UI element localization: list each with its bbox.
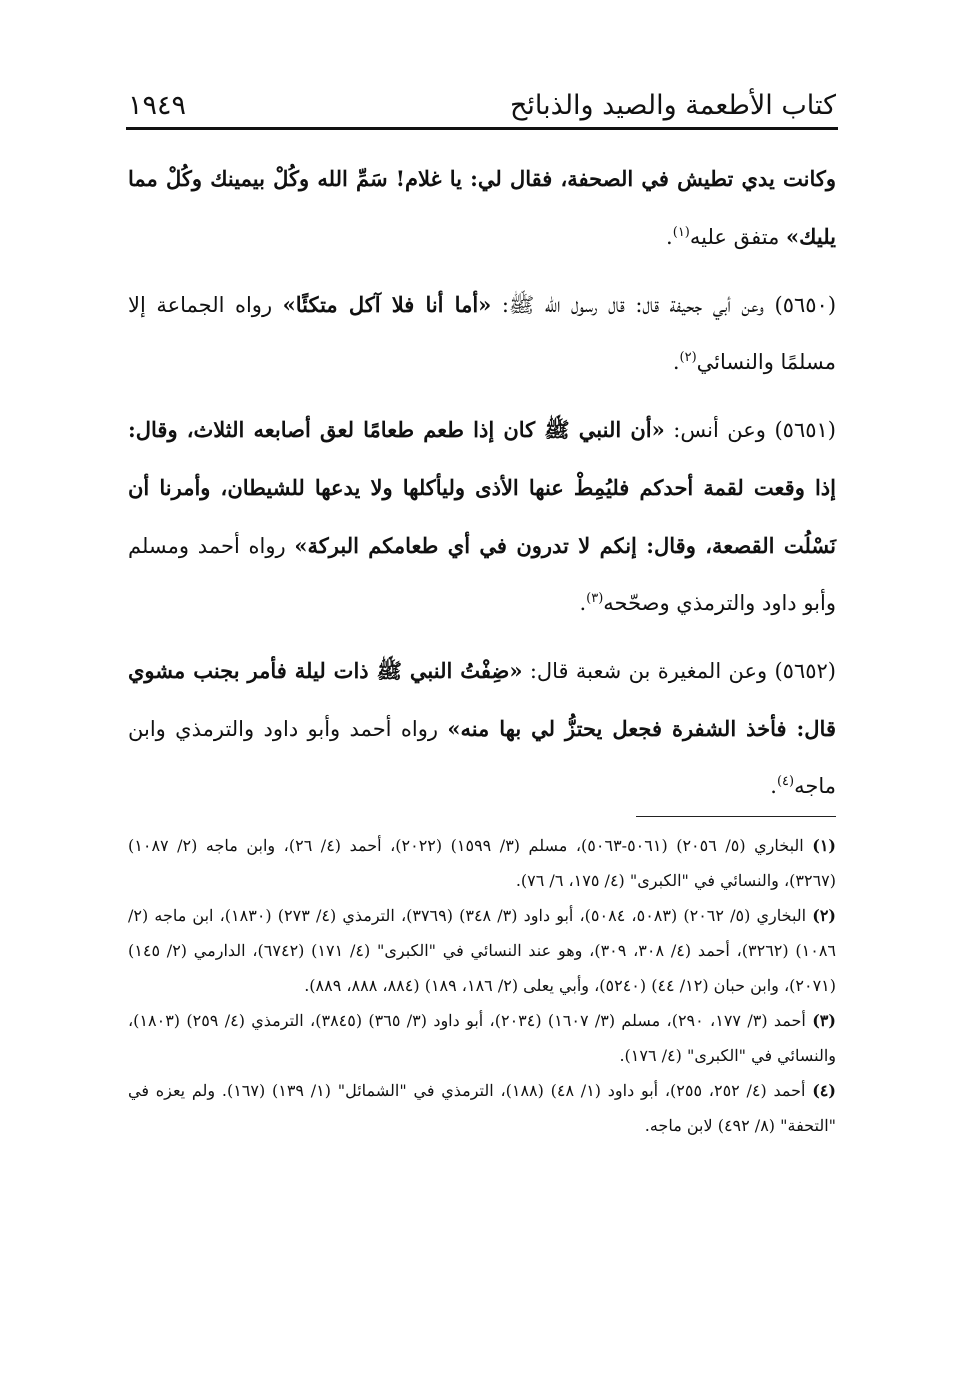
footnote-text: أحمد (٣/ ١٧٧، ٢٩٠)، مسلم (٣/ ١٦٠٧) (٢٠٣٤)، أبو داود (٣/ ٣٦٥) (٣٨٤٥)، الترمذي (٤/ ٢٥٩) (١٨٠٣)، والنسائي في "الكبرى" (٤/ ١٧٦).: [128, 1011, 836, 1065]
paragraph-lead: وعن المغيرة بن شعبة قال:: [522, 659, 775, 683]
hadith-number: (٥٦٥١): [774, 418, 836, 442]
paragraph-tail: رواه أحمد ومسلم وأبو داود والترمذي وصحّحه: [128, 534, 836, 615]
paragraph: (٥٦٥١) وعن أنس: «أن النبي ﷺ كان إذا طعم طعامًا لعق أصابعه الثلاث، وقال: إذا وقعت لقمة أحدكم فليُمِطْ عنها الأذى وليأكلها ولا يدعها للشيطان، وأمرنا أن نَسْلُت القصعة، وقال: إنكم لا تدرون في أي طعامكم البركة» رواه أحمد ومسلم وأبو داود والترمذي وصحّحه$^{(٣)}$.: [128, 417, 836, 615]
footnote-number: (٣): [812, 1011, 836, 1030]
footnote-ref: (٣): [586, 591, 604, 606]
hadith-number: (٥٦٥٢): [774, 659, 836, 683]
footnote-number: (٤): [812, 1081, 836, 1100]
footnote-number: (١): [812, 836, 836, 855]
paragraph-tail: رواه الجماعة إلا مسلمًا والنسائي: [128, 293, 836, 374]
header-title: كتاب الأطعمة والصيد والذبائح: [509, 90, 836, 121]
hadith-number: (٥٦٥٠): [774, 293, 837, 317]
paragraph: وكانت يدي تطيش في الصحفة، فقال لي: يا غلام! سَمِّ الله وكُلْ بيمينك وكُلْ مما يليك» متفق عليه$^{(١)}$.: [128, 166, 836, 249]
page-number: ١٩٤٩: [128, 90, 187, 121]
footnote-ref: (٢): [679, 350, 697, 365]
footnote: [128, 828, 836, 898]
hadith-quote: «أن النبي ﷺ كان إذا طعم طعامًا لعق أصابعه الثلاث، وقال: إذا وقعت لقمة أحدكم فليُمِطْ عنها الأذى وليأكلها ولا يدعها للشيطان، وأمرنا أن نَسْلُت القصعة، وقال: إنكم لا تدرون في أي طعامكم البركة»: [128, 417, 836, 558]
running-header: [128, 88, 836, 128]
paragraph-lead: وعن أبي جحيفة قال: قال رسول الله ﷺ:: [491, 293, 775, 317]
footnote: [128, 898, 836, 1003]
main-text: [128, 150, 836, 825]
paragraph-tail: رواه أحمد وأبو داود والترمذي وابن ماجه: [128, 717, 836, 798]
header-rule: [126, 127, 838, 130]
footnote-text: البخاري (٥/ ٢٠٦٢) (٥٠٨٣، ٥٠٨٤)، أبو داود (٣/ ٣٤٨) (٣٧٦٩)، الترمذي (٤/ ٢٧٣) (١٨٣٠)، ابن ماجه (٢/ ١٠٨٦) (٣٢٦٢)، أحمد (٤/ ٣٠٨، ٣٠٩)، وهو عند النسائي في "الكبرى" (٤/ ١٧١) (٦٧٤٢)، الدارمي (٢/ ١٤٥) (٢٠٧١)، وابن حبان (١٢/ ٤٤) (٥٢٤٠)، وأبي يعلى (٢/ ١٨٦، ١٨٩) (٨٨٤، ٨٨٨، ٨٨٩).: [128, 906, 837, 995]
footnote-number: (٢): [812, 906, 836, 925]
footnote-ref: (١): [672, 225, 690, 240]
paragraph: (٥٦٥٢) وعن المغيرة بن شعبة قال: «ضِفْتُ النبي ﷺ ذات ليلة فأمر بجنب مشوي قال: فأخذ الشفرة فجعل يحتزُّ لي بها منه» رواه أحمد وأبو داود والترمذي وابن ماجه$^{(٤)}$.: [128, 658, 836, 798]
hadith-quote: «أما أنا فلا آكل متكئًا»: [282, 292, 492, 317]
footnote: [128, 1003, 836, 1073]
hadith-quote: وكانت يدي تطيش في الصحفة، فقال لي: يا غلام! سَمِّ الله وكُلْ بيمينك وكُلْ مما يليك»: [128, 166, 836, 249]
paragraph-lead: وعن أنس:: [664, 418, 775, 442]
hadith-quote: «ضِفْتُ النبي ﷺ ذات ليلة فأمر بجنب مشوي قال: فأخذ الشفرة فجعل يحتزُّ لي بها منه»: [128, 658, 836, 741]
footnote: [128, 1073, 836, 1143]
paragraph: (٥٦٥٠) وعن أبي جحيفة قال: قال رسول الله ﷺ: «أما أنا فلا آكل متكئًا» رواه الجماعة إلا مسلمًا والنسائي$^{(٢)}$.: [128, 292, 837, 374]
footnote-text: البخاري (٥/ ٢٠٥٦) (٥٠٦١-٥٠٦٣)، مسلم (٣/ ١٥٩٩) (٢٠٢٢)، أحمد (٤/ ٢٦)، وابن ماجه (٢/ ١٠٨٧) (٣٢٦٧)، والنسائي في "الكبرى" (٤/ ١٧٥، ٦/ ٧٦).: [128, 836, 836, 890]
footnote-ref: (٤): [776, 774, 795, 789]
footnote-separator: [636, 816, 836, 817]
footnotes: [128, 828, 836, 1143]
paragraph-tail: متفق عليه: [689, 225, 787, 249]
footnote-text: أحمد (٤/ ٢٥٢، ٢٥٥)، أبو داود (١/ ٤٨) (١٨٨)، الترمذي في "الشمائل" (١/ ١٣٩) (١٦٧). ولم يعزه في "التحفة" (٨/ ٤٩٢) لابن ماجه.: [128, 1081, 836, 1135]
